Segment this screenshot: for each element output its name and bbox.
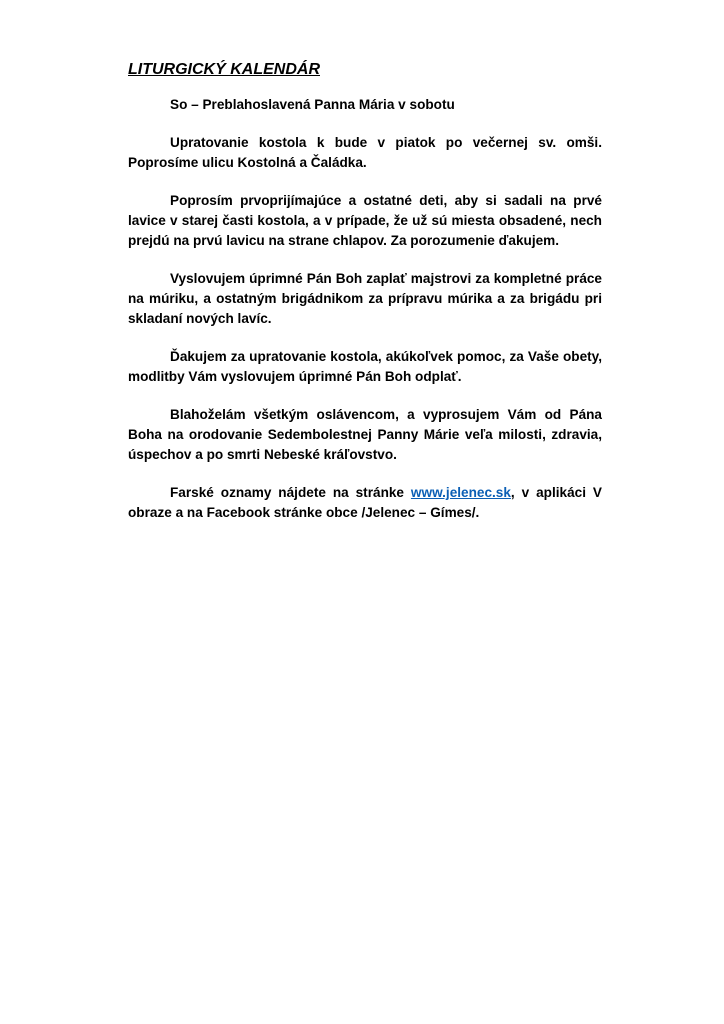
paragraph-congratulations: Blahoželám všetkým oslávencom, a vyprosujem Vám od Pána Boha na orodovanie Sedembolestnej Panny Márie veľa milosti, zdravia, úspechov a po smrti Nebeské kráľovstvo. (128, 407, 602, 462)
paragraph-children-seating: Poprosím prvoprijímajúce a ostatné deti, aby si sadali na prvé lavice v starej časti kostola, a v prípade, že už sú miesta obsadené, nech prejdú na prvú lavicu na strane chlapov. Za porozumenie ďakujem. (128, 193, 602, 248)
paragraph-announcements (128, 483, 602, 523)
website-link[interactable]: www.jelenec.sk (410, 485, 511, 500)
announcements-text-before: Farské oznamy nájdete na stránke (170, 485, 411, 500)
paragraph-thanks-workers: Vyslovujem úprimné Pán Boh zaplať majstrovi za kompletné práce na múriku, a ostatným brigádnikom za prípravu múrika a za brigádu pri skladaní nových lavíc. (128, 271, 602, 326)
document-page (128, 60, 602, 541)
announcements-text-after: , v aplikáci V obraze a na Facebook stránke obce /Jelenec – Gímes/. (128, 485, 602, 520)
paragraph-thanks-help: Ďakujem za upratovanie kostola, akúkoľvek pomoc, za Vaše obety, modlitby Vám vyslovujem úprimné Pán Boh odplať. (128, 349, 602, 384)
paragraph-liturgy: So – Preblahoslavená Panna Mária v sobotu (170, 97, 455, 112)
page-title: LITURGICKÝ KALENDÁR (128, 61, 320, 78)
paragraph-cleaning: Upratovanie kostola k bude v piatok po večernej sv. omši. Poprosíme ulicu Kostolná a Čaládka. (128, 135, 602, 170)
